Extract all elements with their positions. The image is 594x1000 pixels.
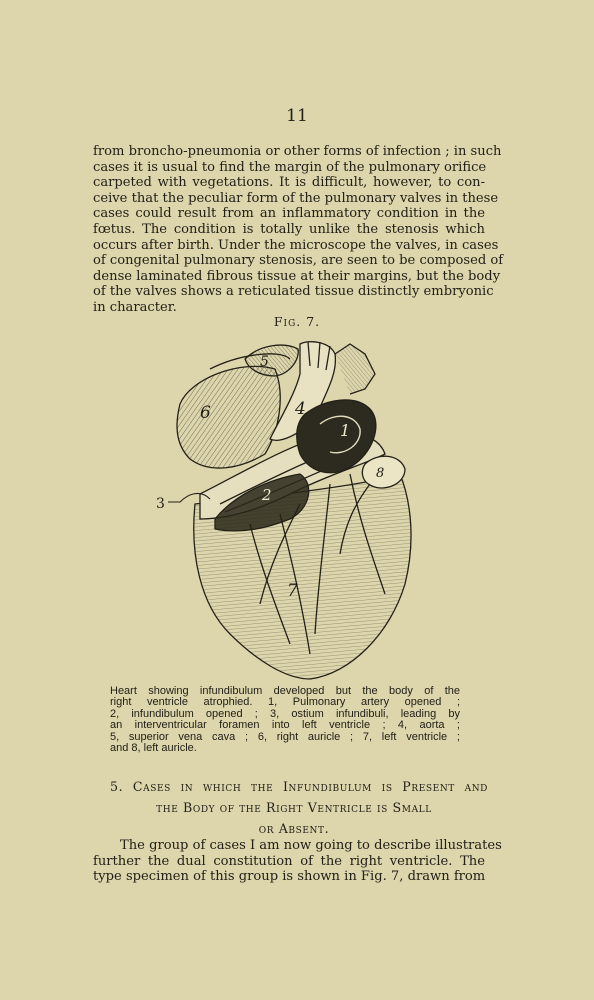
text-line: in character. [93,299,177,315]
text-line: of the valves shows a reticulated tissue distinctly embryonic [93,284,494,300]
text-line: cases it is usual to find the margin of the pulmonary orifice [93,159,487,175]
page-number: 11 [286,106,308,126]
text-line: of congenital pulmonary stenosis, are seen to be composed of [93,253,504,269]
body-paragraph-1 [93,144,504,316]
text-line: cases could result from an inflammatory condition in the [93,206,485,222]
text-line: occurs after birth. Under the microscope the valves, in cases [93,237,499,253]
caption-line: 2, infundibulum opened ; 3, ostium infundibuli, leading by [110,707,460,720]
figure-caption [110,686,460,754]
right-auricle [177,366,280,468]
text-line: type specimen of this group is shown in Fig. 7, drawn from [93,869,486,885]
text-line: The group of cases I am now going to describe illustrates [120,838,502,853]
heart-illustration [150,334,420,684]
body-paragraph-2 [93,838,502,885]
caption-line: right ventricle atrophied. 1, Pulmonary artery opened ; [110,696,460,709]
figure-label: Fig. 7. [273,314,321,329]
caption-line: Heart showing infundibulum developed but the body of the [110,685,460,697]
caption-line: 5, superior vena cava ; 6, right auricle ; 7, left ventricle ; [110,730,460,743]
figure-number-6: 6 [200,403,211,423]
figure-number-3: 3 [156,496,165,512]
figure-number-5: 5 [260,354,269,370]
figure-number-7: 7 [287,581,298,601]
figure-number-1: 1 [340,421,351,440]
caption-line: an interventricular foramen into left ventricle ; 4, aorta ; [110,719,460,732]
figure-number-8: 8 [376,466,385,481]
text-line: dense laminated fibrous tissue at their margins, but the body [93,268,501,284]
figure-number-4: 4 [295,399,306,419]
text-line: carpeted with vegetations. It is difficult, however, to con- [93,175,485,191]
text-line: from broncho-pneumonia or other forms of infection ; in such [93,144,502,159]
heading-line: or Absent. [258,821,330,836]
caption-line: and 8, left auricle. [110,742,197,755]
text-line: further the dual constitution of the right ventricle. The [93,853,485,869]
heading-line: 5. Cases in which the Infundibulum is Present and [110,779,488,794]
text-line: ceive that the peculiar form of the pulmonary valves in these [93,190,499,206]
text-line: fœtus. The condition is totally unlike the stenosis which [93,221,485,237]
heading-line: the Body of the Right Ventricle is Small [156,800,432,815]
figure-number-2: 2 [262,486,272,504]
section-heading [110,776,488,839]
